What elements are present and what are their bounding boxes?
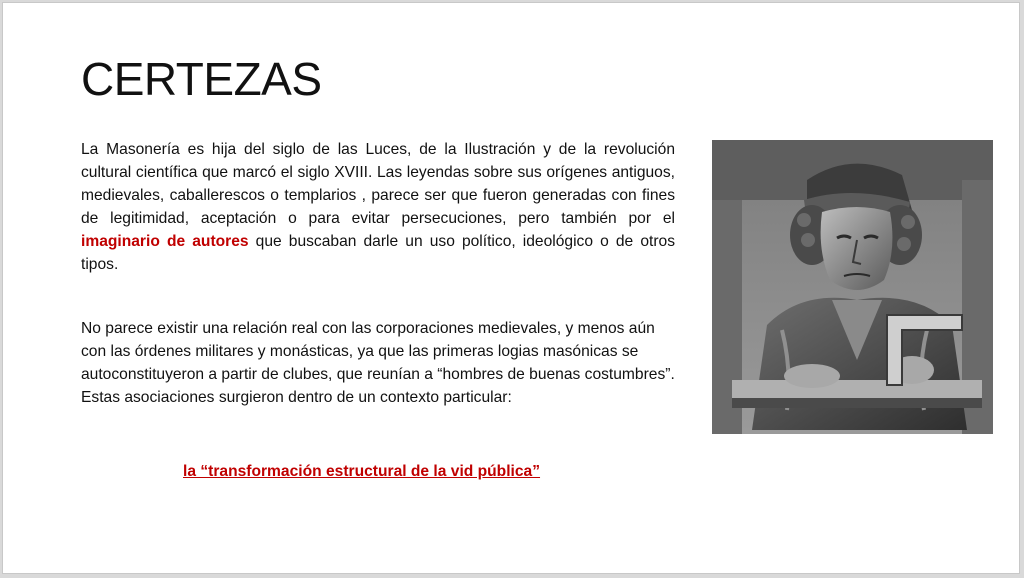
sculpture-image <box>712 140 993 434</box>
slide <box>2 2 1020 574</box>
stone-sculpture-illustration <box>712 140 993 434</box>
paragraph-origins <box>81 138 675 276</box>
conclusion-public-life: la “transformación estructural de la vid pública” <box>183 463 541 480</box>
highlight-authors-imaginary: imaginario de autores <box>81 233 249 250</box>
paragraph-origins-text-end: que buscaban darle un uso político, ideológico o de otros tipos. <box>81 233 675 273</box>
slide-title: CERTEZAS <box>81 53 322 105</box>
paragraph-origins-text: La Masonería es hija del siglo de las Luces, de la Ilustración y de la revolución cultural científica que marcó el siglo XVIII. Las leyendas sobre sus orígenes antiguos, medievales, caballerescos o templarios , parece ser que fueron generadas con fines de legitimidad, aceptación o para evitar persecuciones, pero también por el <box>81 141 675 227</box>
paragraph-medieval-relation: No parece existir una relación real con las corporaciones medievales, y menos aún con las órdenes militares y monásticas, ya que las primeras logias masónicas se autoconstituyeron a partir de clubes, que reunían a “hombres de buenas costumbres”. Estas asociaciones surgieron dentro de un contexto particular: <box>81 320 675 406</box>
